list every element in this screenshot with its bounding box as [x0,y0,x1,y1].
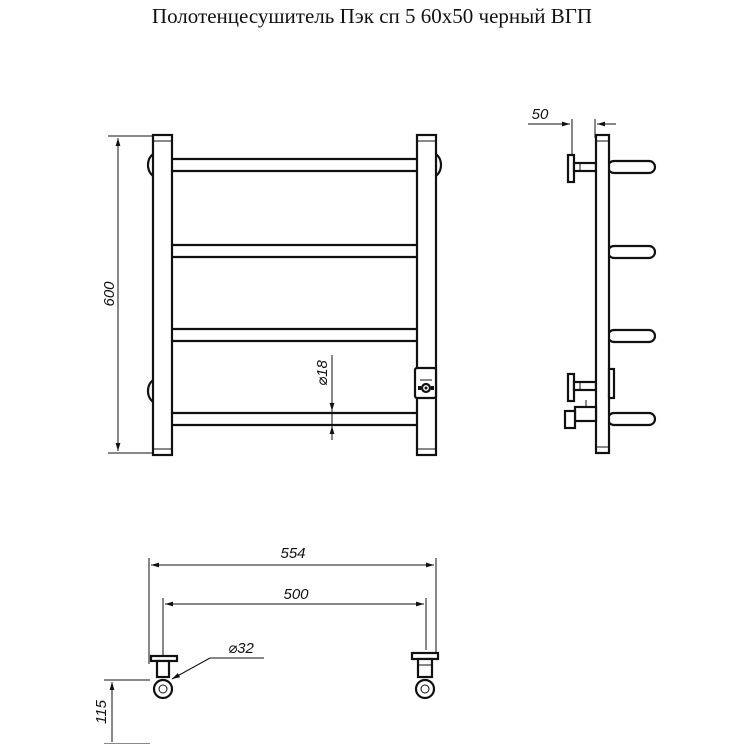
collector-diameter-dimension [172,640,264,679]
page-title: Полотенцесушитель Пэк сп 5 60х50 черный ВГП [151,4,593,28]
side-rung-4 [608,413,655,425]
side-collector [596,135,609,453]
center-distance-dimension [163,586,426,660]
collector-diameter-label: ⌀32 [228,640,254,657]
right-collector [417,135,436,455]
bottom-depth-label: 115 [93,700,110,724]
front-view [101,135,441,455]
rung-1 [166,159,424,171]
rung-3 [166,329,424,341]
left-collector [153,135,172,455]
side-rung-3 [608,330,655,342]
side-rung-2 [608,246,655,258]
curved-rung [165,690,424,740]
rung-4 [166,413,424,425]
height-dimension-label: 600 [101,281,118,307]
rung-2 [166,245,424,257]
tube-diameter-label: ⌀18 [314,360,331,386]
side-bracket-top [568,155,596,182]
top-view [93,545,438,744]
height-dimension [101,136,153,453]
side-bracket-bottom [568,374,596,401]
side-rung-1 [608,161,655,173]
tube-diameter-dimension [314,355,345,440]
center-distance-label: 500 [283,586,309,603]
total-width-label: 554 [280,545,306,562]
depth-dimension-label: 50 [531,106,549,123]
valve-plug [415,368,436,398]
bottom-depth-dimension [93,680,150,744]
top-mount-right [412,653,438,698]
side-view [528,106,655,453]
